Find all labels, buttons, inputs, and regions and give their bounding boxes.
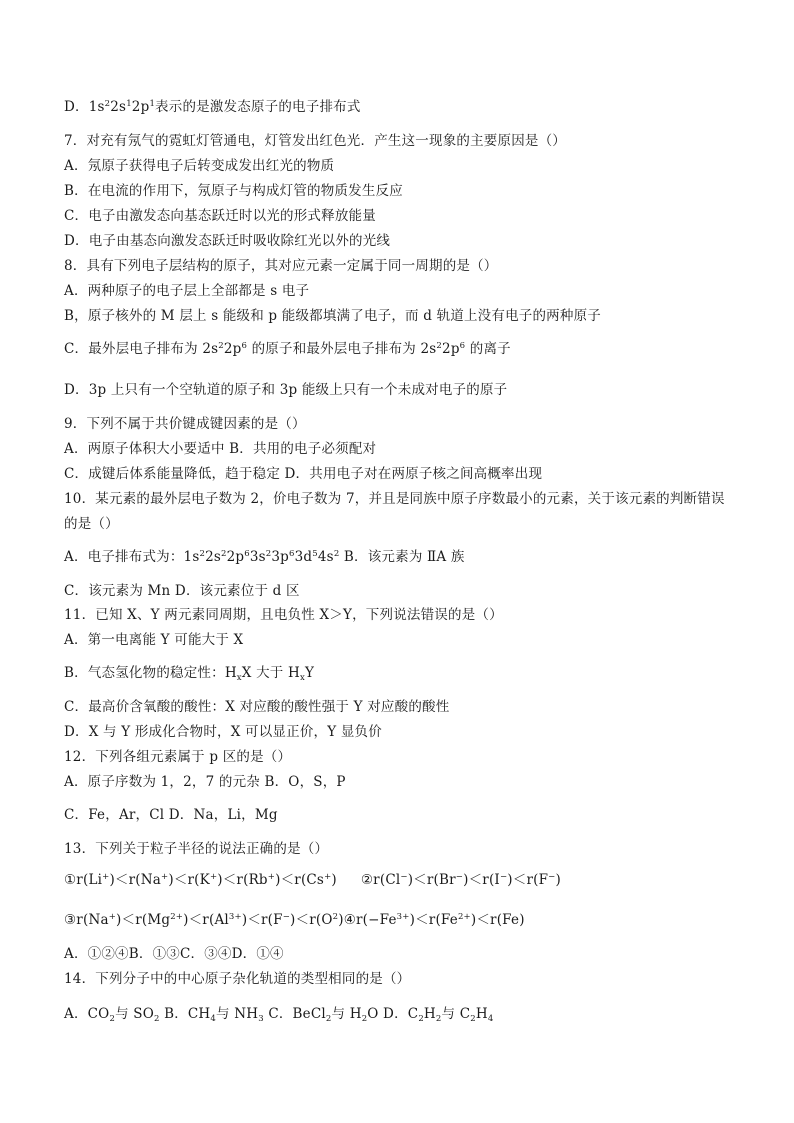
statement-13-12: ①r(Li+)＜r(Na+)＜r(K+)＜r(Rb+)＜r(Cs+) ②r(Cl−)＜r(Br−)＜r(I−)＜r(F−) <box>64 872 561 888</box>
question-9: 9．下列不属于共价键成键因素的是（） <box>64 416 306 432</box>
option-8b: B，原子核外的 M 层上 s 能级和 p 能级都填满了电子，而 d 轨道上没有电子的两种原子 <box>64 308 601 324</box>
question-11: 11．已知 X、Y 两元素同周期，且电负性 X＞Y，下列说法错误的是（） <box>64 607 503 623</box>
option-8a: A．两种原子的电子层上全部都是 s 电子 <box>64 283 310 299</box>
option-7a: A．氖原子获得电子后转变成发出红光的物质 <box>64 158 335 174</box>
option-11b: B．气态氢化物的稳定性：$H_xX$ 大于 $H_xY$ <box>64 665 315 683</box>
question-13: 13．下列关于粒子半径的说法正确的是（） <box>64 841 329 857</box>
option-7d: D．电子由基态向激发态跃迁时吸收除红光以外的光线 <box>64 233 391 249</box>
question-10-cont: 的是（） <box>64 516 119 532</box>
option-12cd: C．Fe，Ar，Cl D．Na，Li，Mg <box>64 807 278 823</box>
option-8c: C．最外层电子排布为 $2s^22p^6$ 的原子和最外层电子排布为 $2s^22p^6$ 的离子 <box>64 341 511 357</box>
option-9ab: A．两原子体积大小要适中 B．共用的电子必须配对 <box>64 441 377 457</box>
option-10ab: A．电子排布式为：$1s^22s^22p^63s^23p^63d^54s^2$ B．该元素为 ⅡA 族 <box>64 549 465 565</box>
option-11c: C．最高价含氧酸的酸性：X 对应酸的酸性强于 Y 对应酸的酸性 <box>64 699 450 715</box>
question-10: 10．某元素的最外层电子数为 2，价电子数为 7，并且是同族中原子序数最小的元素，关于该元素的判断错误 <box>64 491 725 507</box>
option-12ab: A．原子序数为 1，2，7 的元杂 B．O，S，P <box>64 774 346 790</box>
question-8: 8．具有下列电子层结构的原子，其对应元素一定属于同一周期的是（） <box>64 258 498 274</box>
question-7: 7．对充有氖气的霓虹灯管通电，灯管发出红色光．产生这一现象的主要原因是（） <box>64 133 566 149</box>
option-11a: A．第一电离能 Y 可能大于 X <box>64 632 244 648</box>
option-10cd: C．该元素为 Mn D．该元素位于 d 区 <box>64 583 300 599</box>
option-14: A．$CO_2$与 $SO_2$ B．$CH_4$与 $NH_3$ C．BeCl$_2$与 $H_2O$ D．$C_2H_2$与 $C_2H_4$ <box>64 1006 494 1024</box>
option-11d: D．X 与 Y 形成化合物时，X 可以显正价，Y 显负价 <box>64 724 382 740</box>
option-6d: D．$1s^22s^12p^1$表示的是激发态原子的电子排布式 <box>64 99 361 115</box>
option-7b: B．在电流的作用下，氖原子与构成灯管的物质发生反应 <box>64 183 403 199</box>
question-12: 12．下列各组元素属于 p 区的是（） <box>64 749 292 765</box>
option-7c: C．电子由激发态向基态跃迁时以光的形式释放能量 <box>64 208 376 224</box>
question-14: 14．下列分子中的中心原子杂化轨道的类型相同的是（） <box>64 971 411 987</box>
statement-13-34: $③r(Na^+)<r(Mg^{2+})<r(Al^{3+})<r(F^-)<r(O^2)④r(-Fe^{3+})<r(Fe^{2+})<r(Fe)$ <box>64 912 525 928</box>
option-13: A．①②④B．①③C．③④D．①④ <box>64 946 284 962</box>
option-9cd: C．成键后体系能量降低，趋于稳定 D．共用电子对在两原子核之间高概率出现 <box>64 466 543 482</box>
option-8d: D．3p 上只有一个空轨道的原子和 3p 能级上只有一个未成对电子的原子 <box>64 382 508 398</box>
